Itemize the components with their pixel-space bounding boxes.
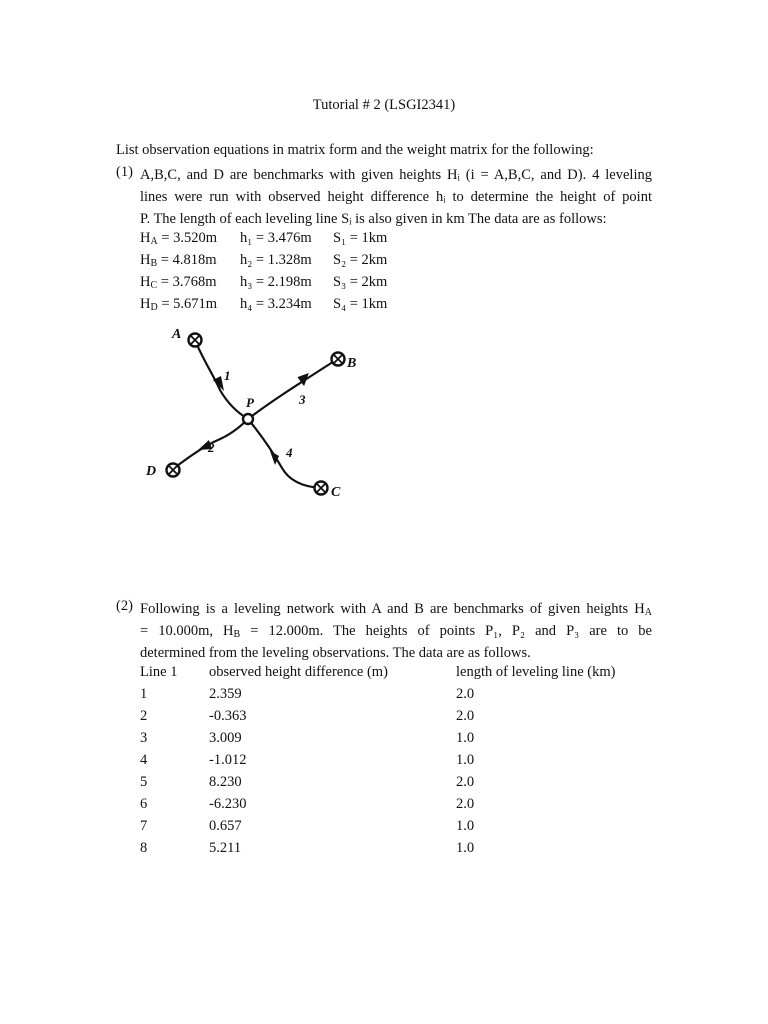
observation-table xyxy=(140,664,615,862)
line-length: 2.0 xyxy=(456,708,475,724)
line-number: 4 xyxy=(140,752,148,768)
line-number: 7 xyxy=(140,818,148,834)
question-1-line: P. The length of each leveling line Sᵢ is also given in km The data are as follows: xyxy=(140,211,607,227)
line-length: S₄ = 1km xyxy=(333,296,388,312)
question-2-text xyxy=(140,598,652,664)
table-row xyxy=(140,818,615,840)
table-row xyxy=(140,752,615,774)
label-point-b: B xyxy=(347,356,357,371)
line-length: S₂ = 2km xyxy=(333,252,388,268)
line-length: 1.0 xyxy=(456,752,475,768)
table-header-row xyxy=(140,664,615,686)
line-length: S₁ = 1km xyxy=(333,230,388,246)
question-2-line: determined from the leveling observations. The data are as follows. xyxy=(140,645,531,661)
question-2-number: (2) xyxy=(116,598,133,614)
table-row xyxy=(140,686,615,708)
line-length: 2.0 xyxy=(456,686,475,702)
line-number: 3 xyxy=(140,730,148,746)
line-number: 2 xyxy=(140,708,148,724)
table-row xyxy=(140,840,615,862)
column-header: length of leveling line (km) xyxy=(456,664,616,680)
label-point-a: A xyxy=(172,327,182,342)
benchmark-height: $H_D = 5.671m$ xyxy=(140,296,218,313)
line-number: 1 xyxy=(140,686,148,702)
table-row xyxy=(140,730,615,752)
height-difference: -1.012 xyxy=(209,752,247,768)
table-row xyxy=(140,774,615,796)
line-length: 1.0 xyxy=(456,840,475,856)
height-difference: 3.009 xyxy=(209,730,242,746)
question-1-line: lines were run with observed height difference hᵢ to determine the height of point xyxy=(140,189,652,205)
height-difference: h₄ = 3.234m xyxy=(240,296,312,312)
label-line-2: 2 xyxy=(208,440,215,455)
height-difference: 5.211 xyxy=(209,840,242,856)
label-line-1: 1 xyxy=(224,368,231,383)
table-row xyxy=(140,708,615,730)
point-p-icon xyxy=(243,414,253,424)
column-header: Line 1 xyxy=(140,664,178,680)
height-difference: 8.230 xyxy=(209,774,242,790)
label-line-3: 3 xyxy=(299,392,306,407)
line-length: 2.0 xyxy=(456,774,475,790)
leveling-line-4 xyxy=(248,419,321,488)
height-difference: -6.230 xyxy=(209,796,247,812)
column-header: observed height difference (m) xyxy=(209,664,388,680)
page-title: Tutorial # 2 (LSGI2341) xyxy=(312,97,456,113)
leveling-network-diagram xyxy=(140,318,380,523)
height-difference: -0.363 xyxy=(209,708,247,724)
arrow-line-4-icon xyxy=(270,451,279,465)
height-difference: h₁ = 3.476m xyxy=(240,230,312,246)
question-1-line: A,B,C, and D are benchmarks with given heights Hᵢ (i = A,B,C, and D). 4 leveling xyxy=(140,167,652,183)
height-difference: h₃ = 2.198m xyxy=(240,274,312,290)
benchmark-height: $H_C = 3.768m$ xyxy=(140,274,217,291)
question-2-line: = 10.000m, $H_B = 12.000m$. The heights of points P₁, P₂ and P₃ are to be xyxy=(140,623,652,640)
line-number: 5 xyxy=(140,774,148,790)
question-1-number: (1) xyxy=(116,164,133,180)
height-difference: 2.359 xyxy=(209,686,242,702)
instructions: List observation equations in matrix form and the weight matrix for the following: xyxy=(116,142,594,158)
line-number: 6 xyxy=(140,796,148,812)
line-length: 2.0 xyxy=(456,796,475,812)
line-length: 1.0 xyxy=(456,818,475,834)
label-line-4: 4 xyxy=(286,445,293,460)
benchmark-height: $H_B = 4.818m$ xyxy=(140,252,217,269)
leveling-line-3 xyxy=(248,360,336,419)
table-row xyxy=(140,796,615,818)
line-length: 1.0 xyxy=(456,730,475,746)
question-2-line: Following is a leveling network with A and B are benchmarks of given heights $H_A$ xyxy=(140,601,652,618)
height-difference: h₂ = 1.328m xyxy=(240,252,312,268)
height-difference: 0.657 xyxy=(209,818,242,834)
label-point-p: P xyxy=(246,395,254,410)
label-point-d: D xyxy=(146,464,157,479)
line-number: 8 xyxy=(140,840,148,856)
label-point-c: C xyxy=(331,485,341,500)
question-1-text xyxy=(140,164,652,230)
line-length: S₃ = 2km xyxy=(333,274,388,290)
benchmark-height: $H_A = 3.520m$ xyxy=(140,230,218,247)
